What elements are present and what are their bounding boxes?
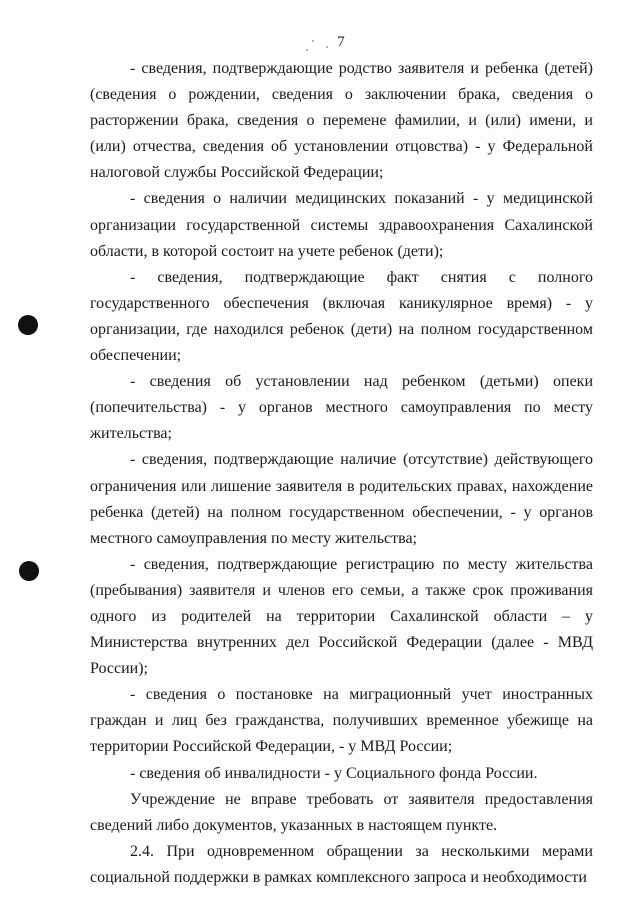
paragraph: - сведения о постановке на миграционный учет иностранных граждан и лиц без гражданства, получивших временное убежище на территории Российской Федерации, - у МВД России;	[90, 686, 593, 756]
scan-speck	[312, 40, 314, 42]
paragraph: - сведения, подтверждающие наличие (отсутствие) действующего ограничения или лишение заявителя в родительских правах, нахождение ребенка (детей) на полном государственном обеспечении, - у органов местного самоуправления по месту жительства;	[90, 451, 593, 547]
punch-hole	[19, 561, 39, 581]
paragraph: 2.4. При одновременном обращении за несколькими мерами социальной поддержки в рамках комплексного запроса и необходимости	[90, 842, 593, 886]
paragraph: - сведения, подтверждающие регистрацию по месту жительства (пребывания) заявителя и членов его семьи, а также срок проживания одного из родителей на территории Сахалинской области – у Министерства внутренних дел Российской Федерации (далее - МВД России);	[90, 555, 593, 678]
scan-speck	[306, 49, 308, 51]
paragraph: - сведения, подтверждающие родство заявителя и ребенка (детей) (сведения о рождении, сведения о заключении брака, сведения о расторжении брака, сведения о перемене фамилии, и (или) имени, и (или) отчества, сведения об установлении отцовства) - у Федеральной налоговой службы Российской Федерации;	[90, 60, 593, 182]
punch-hole	[18, 315, 38, 335]
paragraph: - сведения о наличии медицинских показаний - у медицинской организации государственной системы здравоохранения Сахалинской области, в которой состоит на учете ребенок (дети);	[90, 190, 593, 260]
page-number: 7	[337, 34, 345, 50]
document-body	[90, 56, 593, 891]
paragraph: Учреждение не вправе требовать от заявителя предоставления сведений либо документов, указанных в настоящем пункте.	[90, 790, 593, 834]
scan-speck	[326, 46, 328, 48]
paragraph: - сведения об установлении над ребенком (детьми) опеки (попечительства) - у органов местного самоуправления по месту жительства;	[90, 373, 593, 443]
paragraph: - сведения об инвалидности - у Социального фонда России.	[130, 764, 538, 782]
paragraph: - сведения, подтверждающие факт снятия с полного государственного обеспечения (включая каникулярное время) - у организации, где находился ребенок (дети) на полном государственном обеспечении;	[90, 268, 593, 365]
